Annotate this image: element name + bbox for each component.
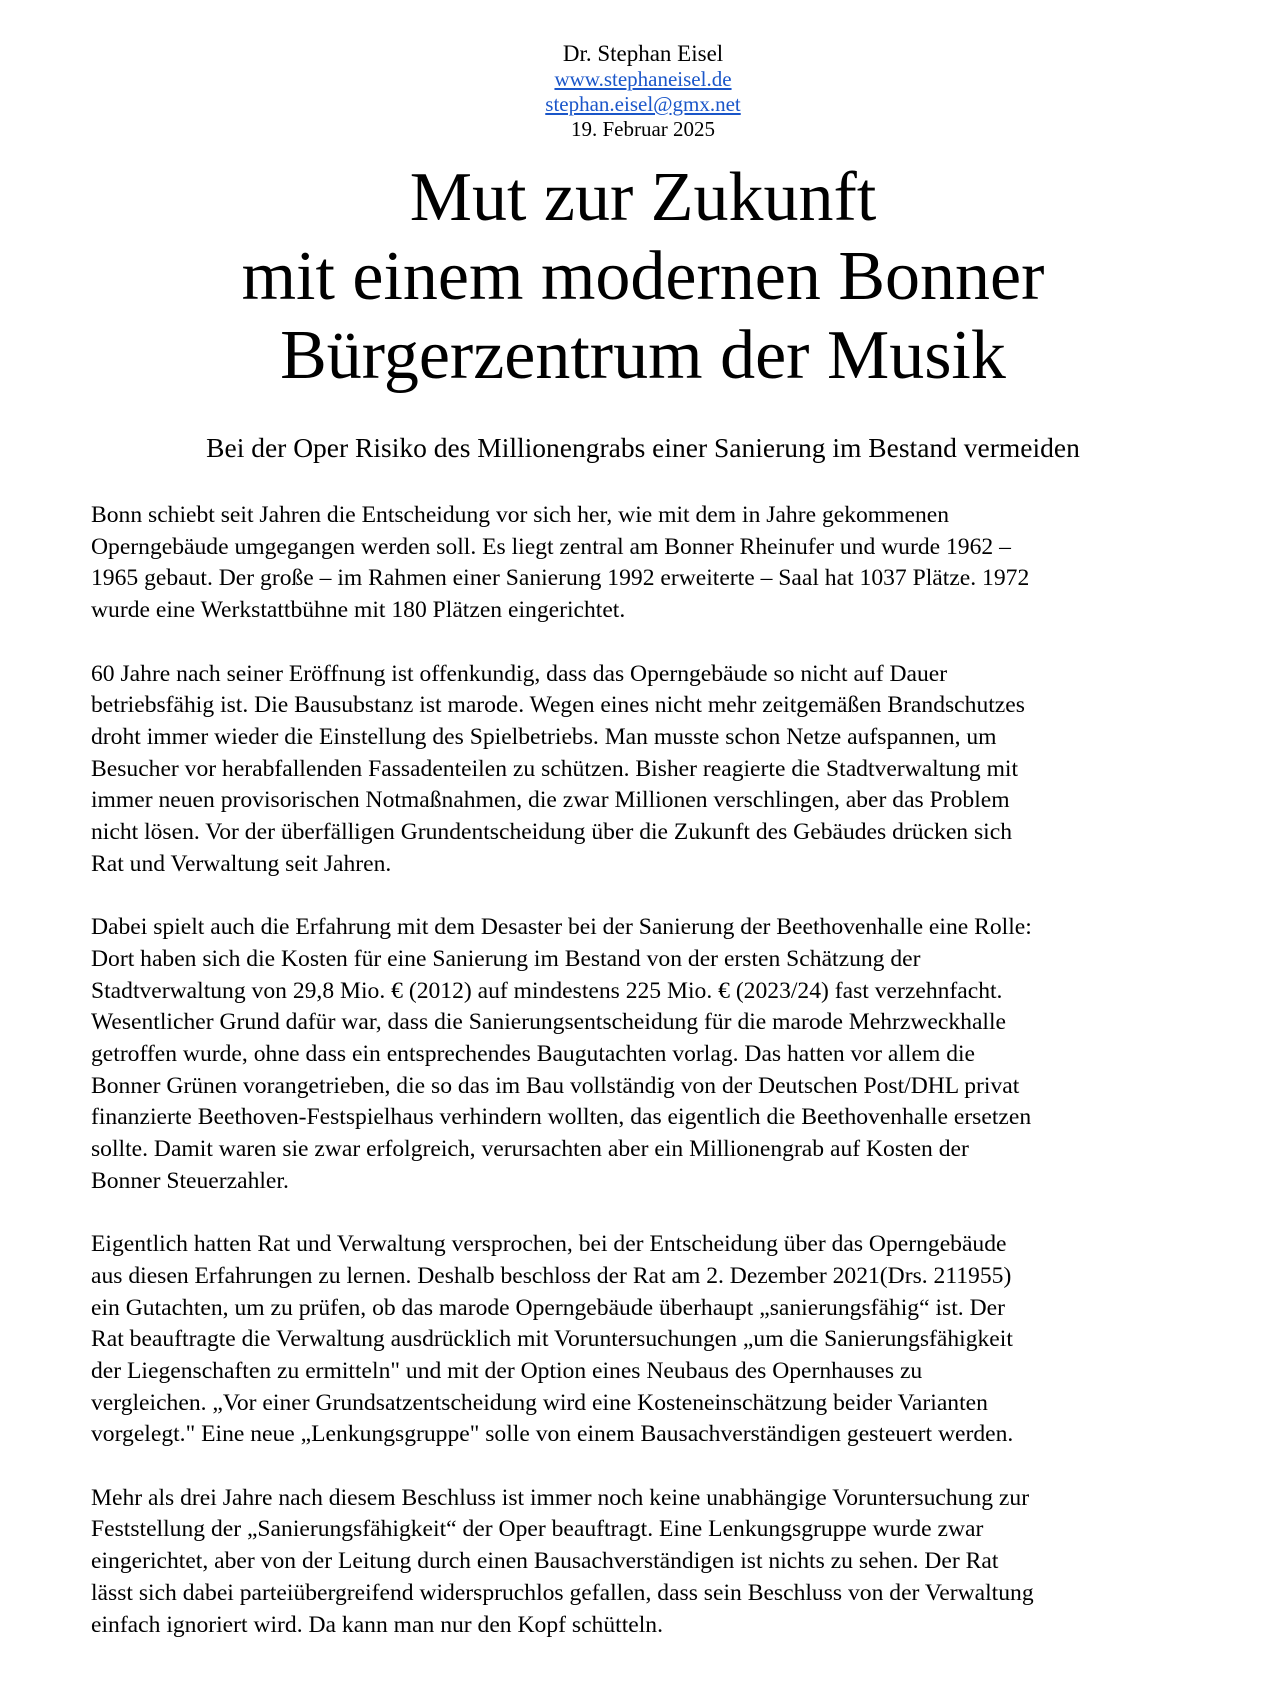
- text-line: Wesentlicher Grund dafür war, dass die Sanierungsentscheidung für die marode Mehrzweckhalle: [91, 1009, 1007, 1036]
- paragraph: [91, 912, 1201, 1197]
- email-link[interactable]: stephan.eisel@gmx.net: [545, 92, 741, 116]
- paragraph: [91, 659, 1201, 881]
- text-line: wurde eine Werkstattbühne mit 180 Plätzen eingerichtet.: [91, 597, 626, 624]
- title-line: Bürgerzentrum der Musik: [280, 317, 1006, 394]
- text-line: finanzierte Beethoven-Festspielhaus verhindern wollten, das eigentlich die Beethovenhalle ersetzen: [91, 1104, 1032, 1131]
- website-link[interactable]: www.stephaneisel.de: [554, 67, 732, 91]
- document-subtitle: Bei der Oper Risiko des Millionengrabs einer Sanierung im Bestand vermeiden: [206, 432, 1080, 463]
- text-line: eingerichtet, aber von der Leitung durch einen Bausachverständigen ist nichts zu sehen. Der Rat: [91, 1548, 999, 1575]
- text-line: Dabei spielt auch die Erfahrung mit dem Desaster bei der Sanierung der Beethovenhalle eine Rolle:: [91, 914, 1032, 941]
- document-title: [0, 158, 1286, 395]
- paragraph: [91, 500, 1201, 627]
- author-header: [0, 40, 1286, 142]
- author-name: Dr. Stephan Eisel: [562, 41, 724, 66]
- text-line: 60 Jahre nach seiner Eröffnung ist offenkundig, dass das Operngebäude so nicht auf Dauer: [91, 660, 948, 687]
- text-line: immer neuen provisorischen Notmaßnahmen, die zwar Millionen verschlingen, aber das Problem: [91, 787, 1010, 814]
- text-line: getroffen wurde, ohne dass ein entsprechendes Baugutachten vorlag. Das hatten vor allem die: [91, 1040, 976, 1067]
- text-line: Rat beauftragte die Verwaltung ausdrücklich mit Voruntersuchungen „um die Sanierungsfähigkeit: [91, 1326, 1013, 1353]
- title-line: mit einem modernen Bonner: [241, 238, 1045, 315]
- text-line: aus diesen Erfahrungen zu lernen. Deshalb beschloss der Rat am 2. Dezember 2021(Drs. 211955): [91, 1262, 1012, 1289]
- text-line: Besucher vor herabfallenden Fassadenteilen zu schützen. Bisher reagierte die Stadtverwaltung mit: [91, 755, 1019, 782]
- text-line: der Liegenschaften zu ermitteln" und mit der Option eines Neubaus des Opernhauses zu: [91, 1357, 923, 1384]
- text-line: Mehr als drei Jahre nach diesem Beschluss ist immer noch keine unabhängige Voruntersuchung zur: [91, 1484, 1030, 1511]
- text-line: Stadtverwaltung von 29,8 Mio. € (2012) auf mindestens 225 Mio. € (2023/24) fast verzehnfacht.: [91, 977, 1003, 1004]
- text-line: Bonn schiebt seit Jahren die Entscheidung vor sich her, wie mit dem in Jahre gekommenen: [91, 502, 950, 528]
- document-body: [91, 500, 1201, 1673]
- text-line: vorgelegt." Eine neue „Lenkungsgruppe" solle von einem Bausachverständigen gesteuert werden.: [91, 1421, 1014, 1448]
- document-date: 19. Februar 2025: [570, 117, 716, 141]
- text-line: lässt sich dabei parteiübergreifend widerspruchlos gefallen, dass sein Beschluss von der Verwaltung: [91, 1579, 1034, 1606]
- text-line: droht immer wieder die Einstellung des Spielbetriebs. Man musste schon Netze aufspannen, um: [91, 723, 997, 750]
- text-line: Eigentlich hatten Rat und Verwaltung versprochen, bei der Entscheidung über das Operngebäude: [91, 1231, 1007, 1258]
- text-line: 1965 gebaut. Der große – im Rahmen einer Sanierung 1992 erweiterte – Saal hat 1037 Plätze. 1972: [91, 565, 1030, 592]
- text-line: Bonner Grünen vorangetrieben, die so das im Bau vollständig von der Deutschen Post/DHL privat: [91, 1072, 1020, 1099]
- paragraph: [91, 1229, 1201, 1451]
- text-line: Dort haben sich die Kosten für eine Sanierung im Bestand von der ersten Schätzung der: [91, 945, 921, 972]
- text-line: Rat und Verwaltung seit Jahren.: [91, 850, 392, 877]
- text-line: nicht lösen. Vor der überfälligen Grundentscheidung über die Zukunft des Gebäudes drücken sich: [91, 819, 1012, 846]
- text-line: Operngebäude umgegangen werden soll. Es liegt zentral am Bonner Rheinufer und wurde 1962 –: [91, 533, 1011, 560]
- title-line: Mut zur Zukunft: [409, 159, 877, 236]
- text-line: einfach ignoriert wird. Da kann man nur den Kopf schütteln.: [91, 1611, 663, 1638]
- text-line: sollte. Damit waren sie zwar erfolgreich, verursachten aber ein Millionengrab auf Kosten der: [91, 1136, 969, 1163]
- text-line: Feststellung der „Sanierungsfähigkeit“ der Oper beauftragt. Eine Lenkungsgruppe wurde zwar: [91, 1516, 984, 1543]
- text-line: ein Gutachten, um zu prüfen, ob das marode Operngebäude überhaupt „sanierungsfähig“ ist. Der: [91, 1294, 1005, 1321]
- text-line: Bonner Steuerzahler.: [91, 1167, 289, 1194]
- paragraph: [91, 1483, 1201, 1642]
- text-line: vergleichen. „Vor einer Grundsatzentscheidung wird eine Kosteneinschätzung beider Varianten: [91, 1389, 988, 1416]
- text-line: betriebsfähig ist. Die Bausubstanz ist marode. Wegen eines nicht mehr zeitgemäßen Brandschutzes: [91, 692, 1025, 719]
